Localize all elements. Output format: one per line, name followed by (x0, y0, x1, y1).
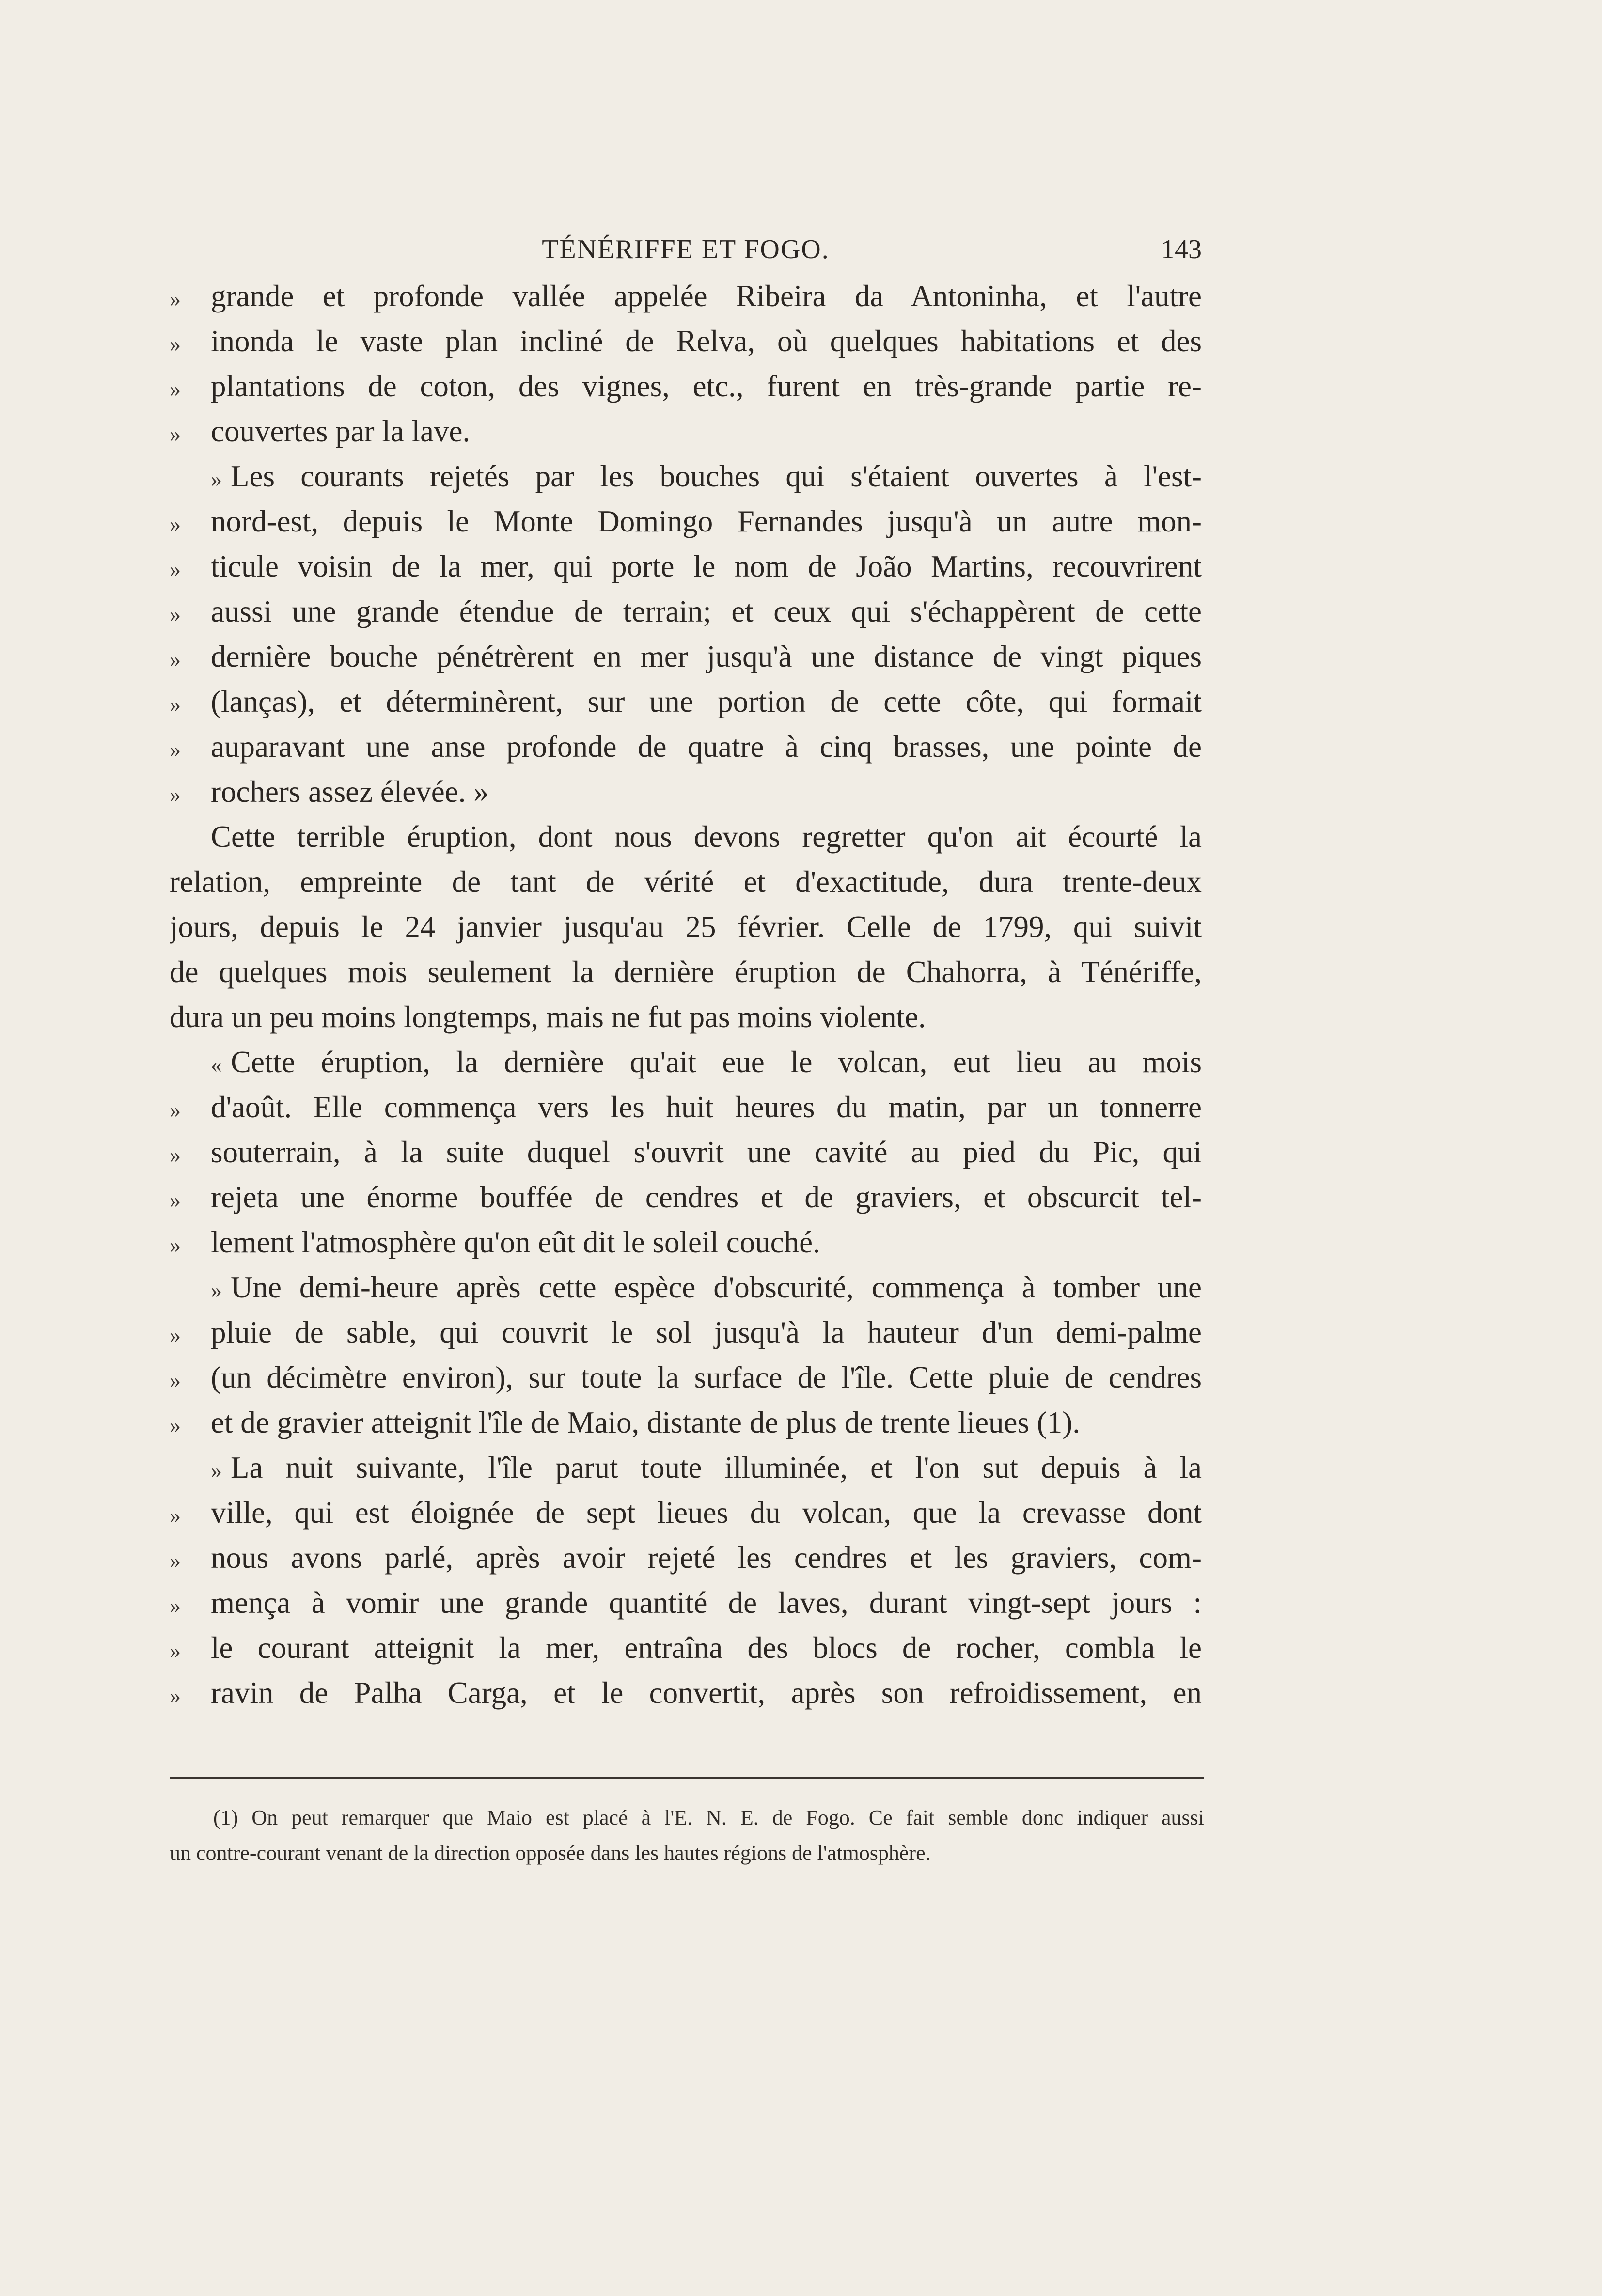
line-text: lement l'atmosphère qu'on eût dit le soleil couché. (211, 1225, 820, 1259)
line-text: Une demi-heure après cette espèce d'obscurité, commença à tomber une (231, 1270, 1202, 1304)
quote-mark: » (170, 602, 181, 626)
line-text: Cette terrible éruption, dont nous devons regretter qu'on ait écourté la (211, 820, 1202, 854)
text-line (170, 859, 1202, 905)
line-text: de quelques mois seulement la dernière éruption de Chahorra, à Ténériffe, (170, 955, 1202, 989)
page-number: 143 (1161, 234, 1202, 265)
text-line (170, 1400, 1202, 1445)
text-line (170, 905, 1202, 950)
text-line (170, 1355, 1202, 1400)
page-header (170, 228, 1202, 274)
text-line (170, 950, 1202, 995)
quote-mark: » (170, 1323, 181, 1347)
footnote-divider (170, 1777, 1204, 1779)
quote-mark: » (170, 1142, 181, 1167)
line-text: inonda le vaste plan incliné de Relva, où quelques habitations et des (211, 324, 1202, 358)
line-text: auparavant une anse profonde de quatre à cinq brasses, une pointe de (211, 730, 1202, 764)
text-line (170, 1445, 1202, 1490)
quote-mark: « (211, 1052, 222, 1077)
text-line (170, 319, 1202, 364)
text-line (170, 995, 1202, 1040)
quote-mark: » (170, 1233, 181, 1257)
line-text: et de gravier atteignit l'île de Maio, distante de plus de trente lieues (1). (211, 1406, 1080, 1439)
line-text: dernière bouche pénétrèrent en mer jusqu'à une distance de vingt piques (211, 640, 1202, 673)
text-line (170, 1130, 1202, 1175)
line-text: nous avons parlé, après avoir rejeté les cendres et les graviers, com- (211, 1541, 1202, 1575)
line-text: (un décimètre environ), sur toute la surface de l'île. Cette pluie de cendres (211, 1360, 1202, 1394)
line-text: ravin de Palha Carga, et le convertit, après son refroidissement, en (211, 1676, 1202, 1710)
line-text: ticule voisin de la mer, qui porte le nom de João Martins, recouvrirent (211, 549, 1202, 583)
text-line (170, 454, 1202, 499)
text-line (170, 1671, 1202, 1716)
quote-mark: » (170, 737, 181, 762)
quote-mark: » (170, 1097, 181, 1122)
quote-mark: » (170, 331, 181, 356)
quote-mark: » (170, 1187, 181, 1212)
text-line (170, 499, 1202, 544)
text-line (170, 1040, 1202, 1085)
text-line (170, 724, 1202, 769)
text-line (170, 409, 1202, 454)
line-text: Les courants rejetés par les bouches qui s'étaient ouvertes à l'est- (231, 459, 1202, 493)
quote-mark: » (170, 692, 181, 717)
line-text: La nuit suivante, l'île parut toute illuminée, et l'on sut depuis à la (231, 1451, 1202, 1484)
line-text: plantations de coton, des vignes, etc., furent en très-grande partie re- (211, 369, 1202, 403)
quote-mark: » (170, 557, 181, 581)
quote-mark: » (170, 286, 181, 311)
quote-mark: » (170, 422, 181, 446)
text-line (170, 274, 1202, 319)
running-title: TÉNÉRIFFE ET FOGO. (542, 234, 830, 265)
text-line (170, 1085, 1202, 1130)
footnote-line: (1) On peut remarquer que Maio est placé à l'E. N. E. de Fogo. Ce fait semble donc indiquer aussi (213, 1806, 1204, 1829)
footnote-line: un contre-courant venant de la direction opposée dans les hautes régions de l'atmosphère. (170, 1841, 931, 1865)
quote-mark: » (211, 1458, 222, 1483)
line-text: le courant atteignit la mer, entraîna des blocs de rocher, combla le (211, 1631, 1202, 1665)
line-text: jours, depuis le 24 janvier jusqu'au 25 février. Celle de 1799, qui suivit (170, 910, 1202, 944)
text-line (170, 634, 1202, 679)
text-line (170, 1580, 1202, 1625)
line-text: mença à vomir une grande quantité de laves, durant vingt-sept jours : (211, 1586, 1202, 1620)
quote-mark: » (170, 1503, 181, 1528)
quote-mark: » (170, 1638, 181, 1663)
text-line (170, 364, 1202, 409)
quote-mark: » (170, 512, 181, 536)
quote-mark: » (170, 647, 181, 672)
text-line (170, 769, 1202, 814)
line-text: grande et profonde vallée appelée Ribeira da Antoninha, et l'autre (211, 279, 1202, 313)
line-text: d'août. Elle commença vers les huit heures du matin, par un tonnerre (211, 1090, 1202, 1124)
text-line (170, 814, 1202, 859)
line-text: rochers assez élevée. » (211, 775, 489, 809)
text-line (170, 1625, 1202, 1671)
quote-mark: » (211, 467, 222, 491)
quote-mark: » (170, 1368, 181, 1392)
text-line (170, 1220, 1202, 1265)
line-text: nord-est, depuis le Monte Domingo Fernandes jusqu'à un autre mon- (211, 504, 1202, 538)
quote-mark: » (170, 376, 181, 401)
quote-mark: » (170, 1413, 181, 1437)
line-text: couvertes par la lave. (211, 414, 471, 448)
line-text: relation, empreinte de tant de vérité et d'exactitude, dura trente-deux (170, 865, 1202, 899)
line-text: (lanças), et déterminèrent, sur une portion de cette côte, qui formait (211, 685, 1202, 718)
quote-mark: » (170, 1593, 181, 1618)
quote-mark: » (170, 1683, 181, 1708)
line-text: aussi une grande étendue de terrain; et ceux qui s'échappèrent de cette (211, 594, 1202, 628)
line-text: ville, qui est éloignée de sept lieues du volcan, que la crevasse dont (211, 1496, 1202, 1530)
text-line (170, 1535, 1202, 1580)
quote-mark: » (170, 1548, 181, 1573)
text-line (170, 544, 1202, 589)
line-text: pluie de sable, qui couvrit le sol jusqu'à la hauteur d'un demi-palme (211, 1315, 1202, 1349)
text-line (170, 679, 1202, 724)
quote-mark: » (211, 1278, 222, 1302)
footnote (170, 1800, 1204, 1871)
text-line (170, 589, 1202, 634)
quote-mark: » (170, 782, 181, 807)
line-text: Cette éruption, la dernière qu'ait eue le volcan, eut lieu au mois (231, 1045, 1202, 1079)
line-text: dura un peu moins longtemps, mais ne fut pas moins violente. (170, 1000, 926, 1034)
main-text (170, 274, 1202, 1716)
text-line (170, 1310, 1202, 1355)
line-text: rejeta une énorme bouffée de cendres et de graviers, et obscurcit tel- (211, 1180, 1202, 1214)
text-line (170, 1490, 1202, 1535)
text-line (170, 1175, 1202, 1220)
text-line (170, 1265, 1202, 1310)
line-text: souterrain, à la suite duquel s'ouvrit une cavité au pied du Pic, qui (211, 1135, 1202, 1169)
